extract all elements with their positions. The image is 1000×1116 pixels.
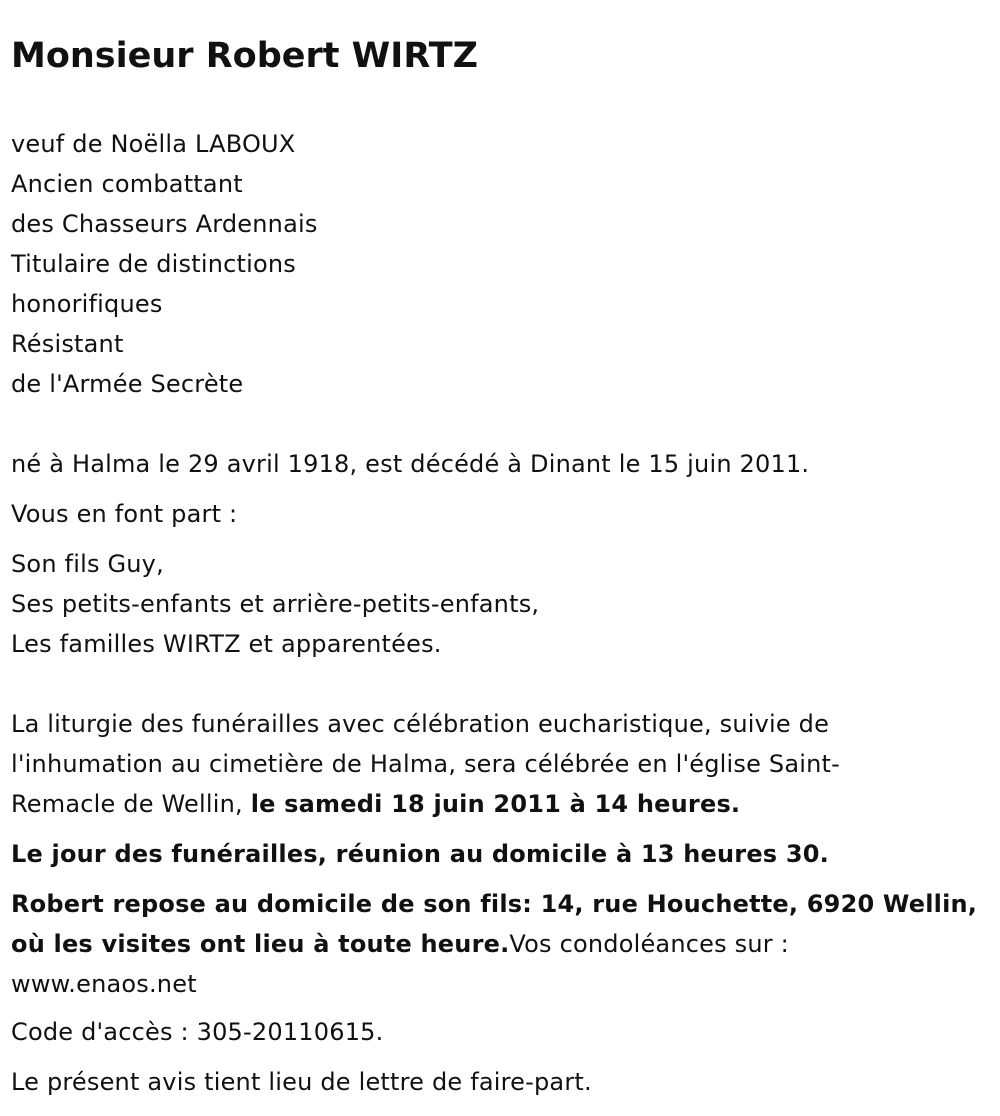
visitation-line-1: Robert repose au domicile de son fils: 14, rue Houchette, 6920 Wellin, bbox=[11, 890, 978, 918]
titles-list bbox=[11, 124, 986, 404]
funeral-date-time: le samedi 18 juin 2011 à 14 heures. bbox=[250, 790, 741, 818]
visitation-line-2 bbox=[11, 924, 986, 964]
announcement-intro bbox=[11, 494, 986, 534]
family-line-son: Son fils Guy, bbox=[11, 550, 164, 578]
family-line-grandchildren: Ses petits-enfants et arrière-petits-enfants, bbox=[11, 590, 540, 618]
reunion-text: Le jour des funérailles, réunion au domicile à 13 heures 30. bbox=[11, 840, 829, 868]
deceased-name-heading: Monsieur Robert WIRTZ bbox=[11, 36, 478, 76]
condolences-website: www.enaos.net bbox=[11, 970, 197, 998]
reunion-paragraph bbox=[11, 834, 986, 874]
title-line-widower: veuf de Noëlla LABOUX bbox=[11, 130, 296, 158]
title-line-regiment: des Chasseurs Ardennais bbox=[11, 210, 318, 238]
title-line-secret-army: de l'Armée Secrète bbox=[11, 370, 244, 398]
funeral-location: Remacle de Wellin, bbox=[11, 790, 251, 818]
family-list bbox=[11, 544, 986, 664]
access-code-paragraph bbox=[11, 1012, 986, 1052]
birth-death-paragraph bbox=[11, 444, 986, 484]
visitation-paragraph bbox=[11, 884, 986, 1004]
announcement-intro-text: Vous en font part : bbox=[11, 500, 238, 528]
funeral-paragraph bbox=[11, 704, 986, 824]
family-line-families: Les familles WIRTZ et apparentées. bbox=[11, 630, 442, 658]
closing-text: Le présent avis tient lieu de lettre de faire-part. bbox=[11, 1068, 592, 1096]
visitation-hours: où les visites ont lieu à toute heure. bbox=[11, 930, 510, 958]
access-code-text: Code d'accès : 305-20110615. bbox=[11, 1018, 384, 1046]
funeral-line-1: La liturgie des funérailles avec célébration eucharistique, suivie de bbox=[11, 710, 830, 738]
condolences-label: Vos condoléances sur : bbox=[509, 930, 789, 958]
closing-paragraph bbox=[11, 1062, 986, 1102]
funeral-line-2: l'inhumation au cimetière de Halma, sera célébrée en l'église Saint- bbox=[11, 750, 840, 778]
birth-death-text: né à Halma le 29 avril 1918, est décédé à Dinant le 15 juin 2011. bbox=[11, 450, 810, 478]
title-line-distinctions: Titulaire de distinctions bbox=[11, 250, 296, 278]
funeral-line-3 bbox=[11, 784, 986, 824]
title-line-resistance: Résistant bbox=[11, 330, 124, 358]
title-line-veteran: Ancien combattant bbox=[11, 170, 243, 198]
title-line-honorific: honorifiques bbox=[11, 290, 163, 318]
